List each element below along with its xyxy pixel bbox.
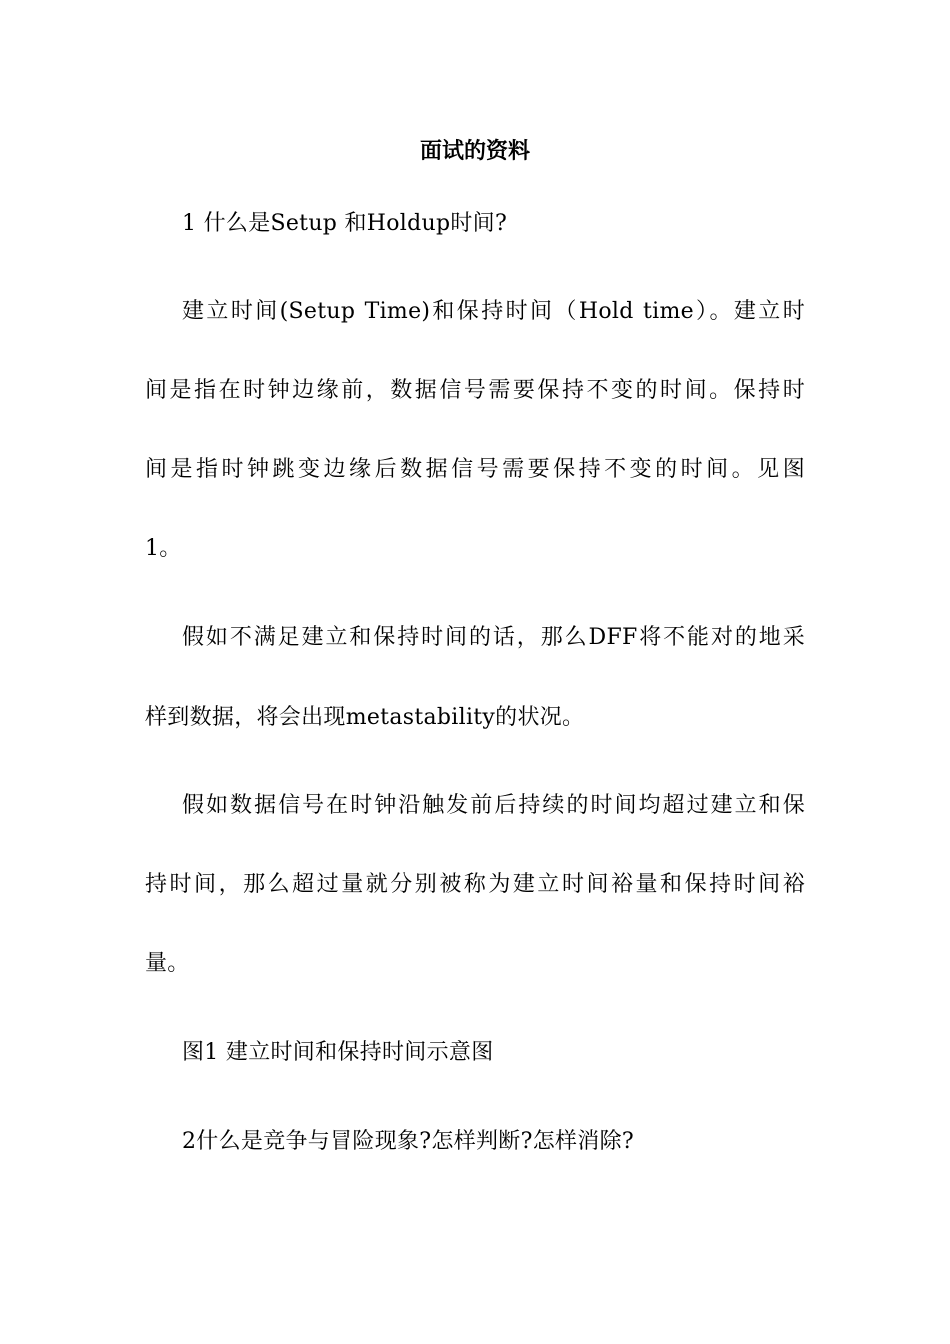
paragraph-line: 量。 bbox=[145, 951, 190, 976]
paragraph-line: 间是指时钟跳变边缘后数据信号需要保持不变的时间。见图 bbox=[145, 457, 805, 482]
paragraph-line: 建立时间(Setup Time)和保持时间（Hold time）。建立时 bbox=[182, 299, 805, 324]
paragraph-line: 假如不满足建立和保持时间的话，那么DFF将不能对的地采 bbox=[182, 625, 805, 650]
paragraph-line: 样到数据，将会出现metastability的状况。 bbox=[145, 705, 585, 730]
question-1-heading: 1 什么是Setup 和Holdup时间? bbox=[182, 211, 508, 236]
figure-caption: 图1 建立时间和保持时间示意图 bbox=[182, 1040, 494, 1065]
paragraph-line: 1。 bbox=[145, 536, 182, 561]
question-2-heading: 2什么是竞争与冒险现象?怎样判断?怎样消除? bbox=[182, 1129, 634, 1154]
paragraph-line: 持时间，那么超过量就分别被称为建立时间裕量和保持时间裕 bbox=[145, 872, 805, 897]
paragraph-line: 假如数据信号在时钟沿触发前后持续的时间均超过建立和保 bbox=[182, 793, 805, 818]
paragraph-line: 间是指在时钟边缘前，数据信号需要保持不变的时间。保持时 bbox=[145, 378, 805, 403]
page-title: 面试的资料 bbox=[419, 139, 530, 164]
